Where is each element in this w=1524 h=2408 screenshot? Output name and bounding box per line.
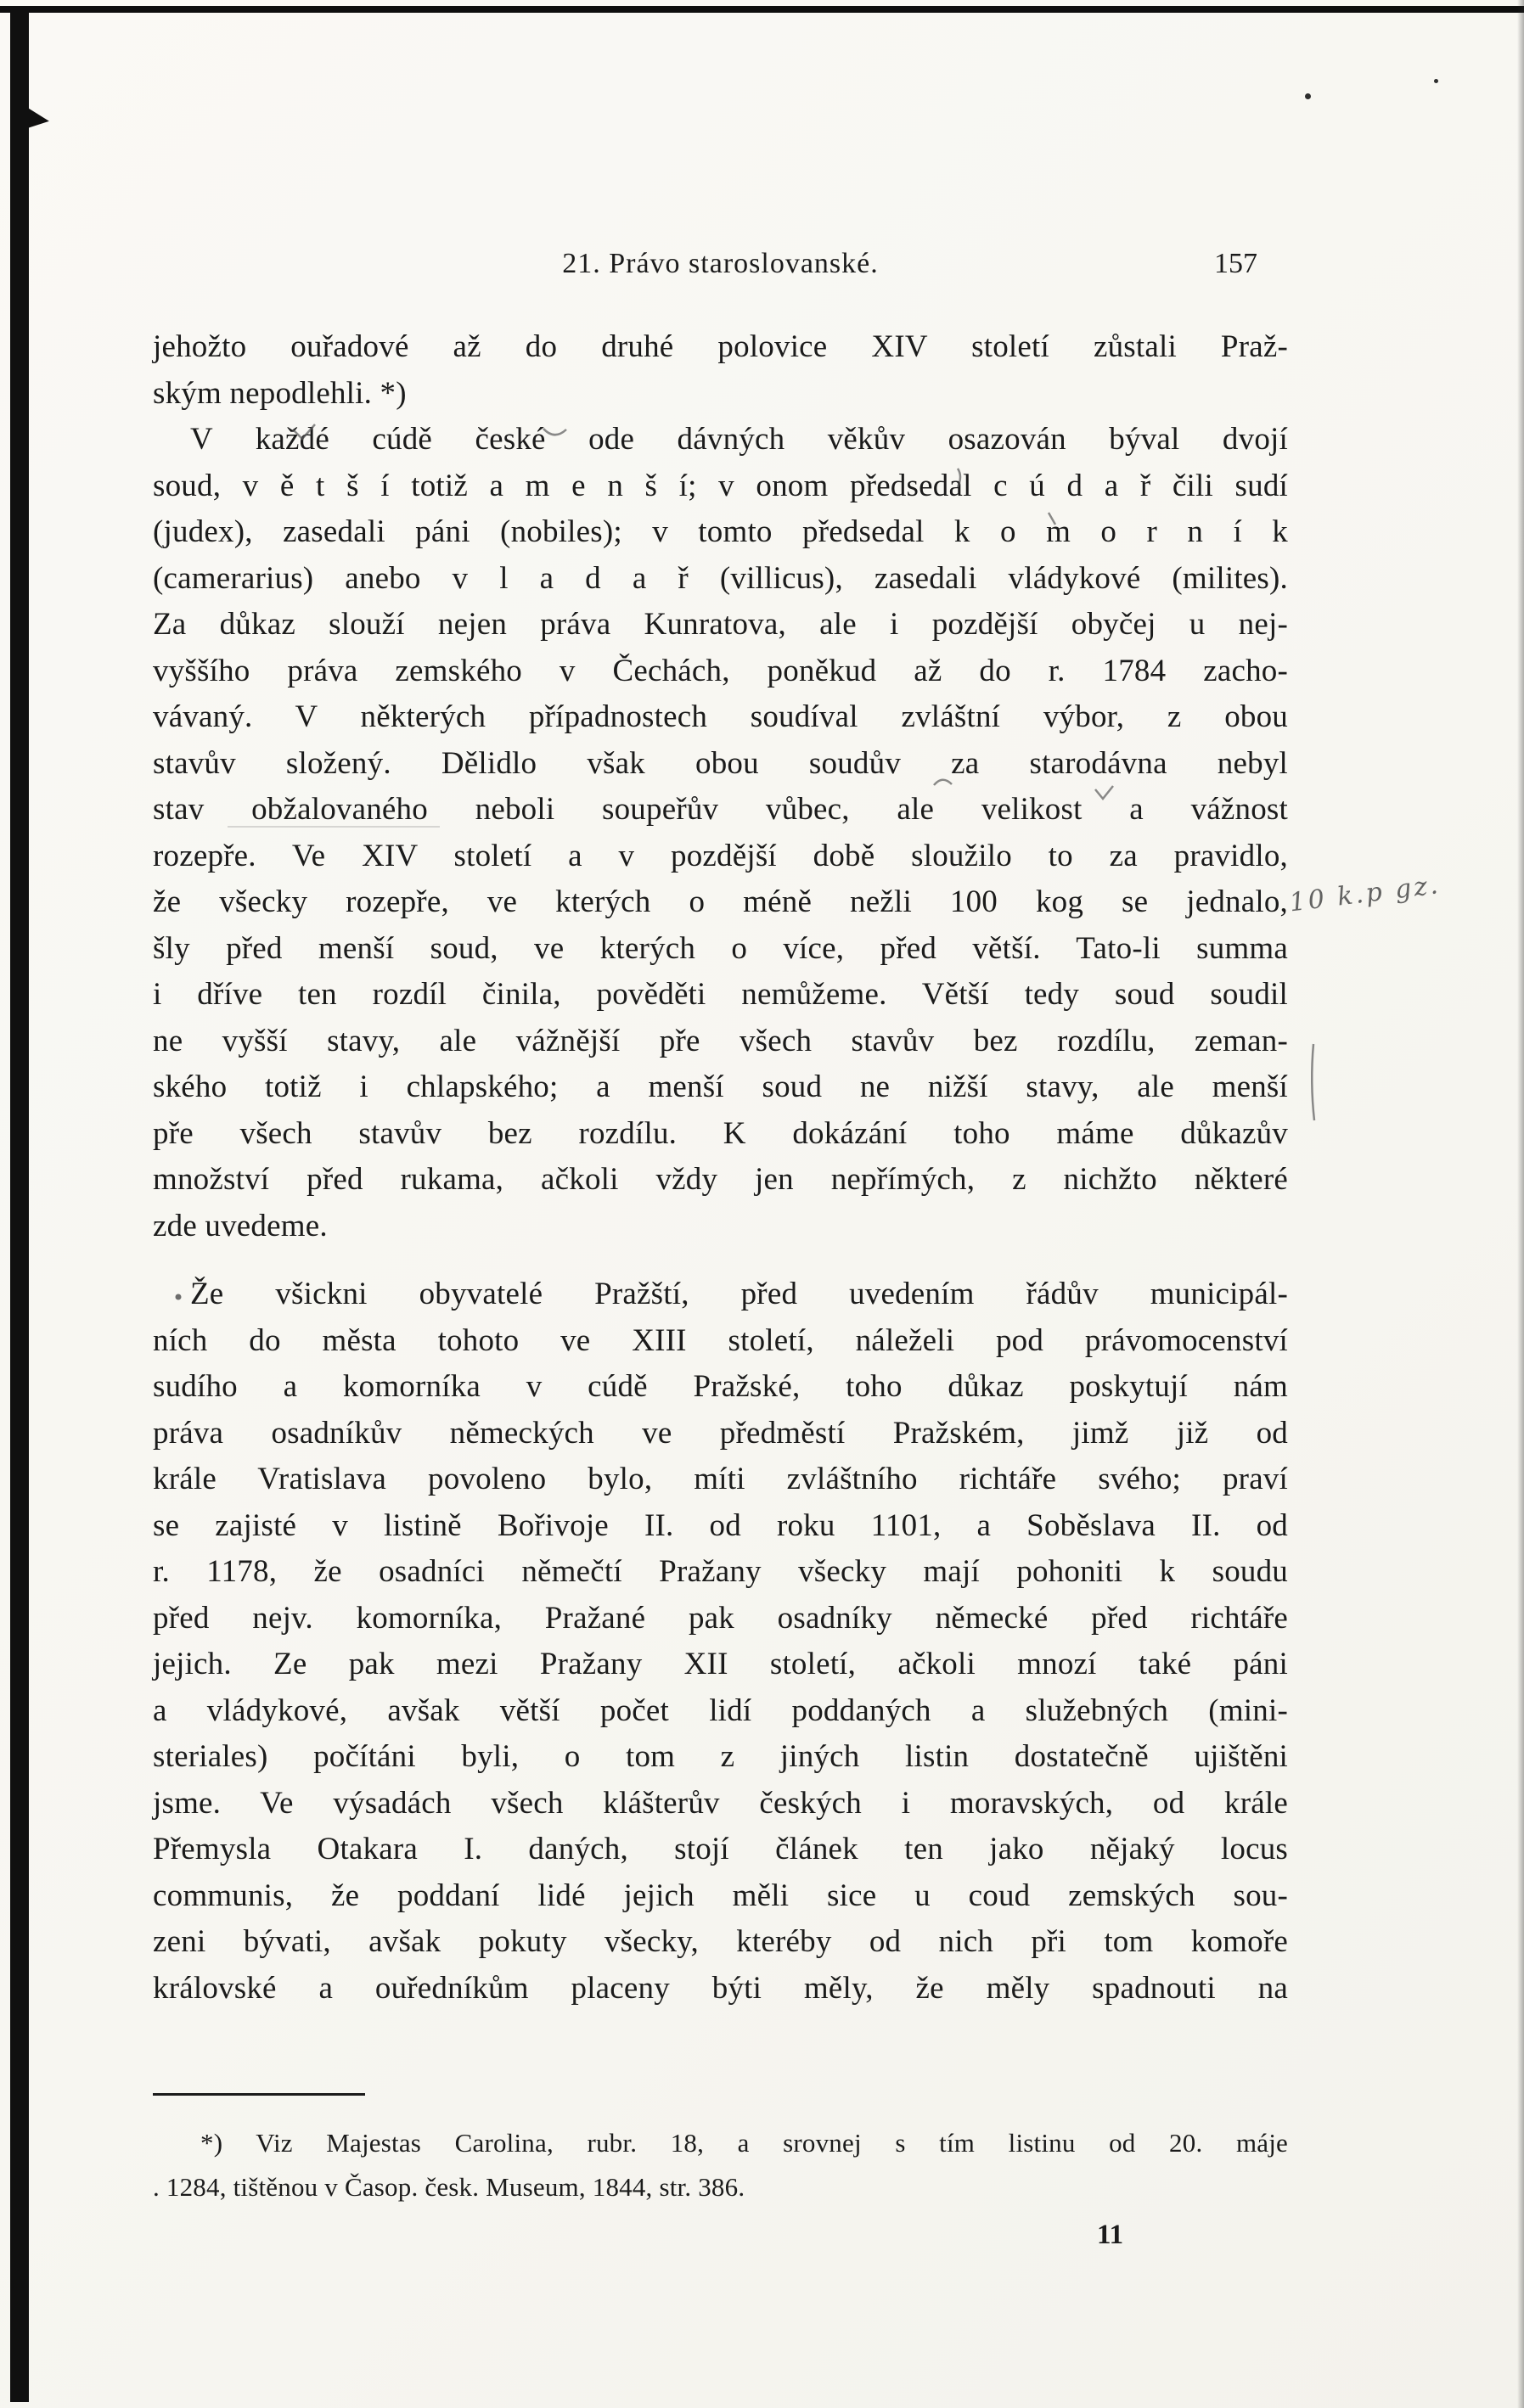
text-line: jsme. Ve výsadách všech klášterův českých i moravských, od krále xyxy=(153,1785,1288,1821)
text-line: . 1284, tištěnou v Časop. česk. Museum, 1844, str. 386. xyxy=(153,2172,745,2202)
pencil-margin-stroke xyxy=(1312,1044,1314,1120)
text-line: práva osadníkův německých ve předměstí Pražském, jimž již od xyxy=(153,1415,1288,1451)
text-line: Že všickni obyvatelé Pražští, před uvedením řádův municipál- xyxy=(190,1277,1288,1311)
paragraph xyxy=(153,417,1288,1249)
text-line: jejich. Ze pak mezi Pražany XII století, ačkoli mnozí také páni xyxy=(153,1647,1288,1681)
text-line: se zajisté v listině Bořivoje II. od roku 1101, a Soběslava II. od xyxy=(153,1507,1288,1543)
text-line: (camerarius) anebo v l a d a ř (villicus), zasedali vládykové (milites). xyxy=(153,560,1288,596)
page-number: 157 xyxy=(1214,248,1257,279)
text-line: ského totiž i chlapského; a menší soud ne nižší stavy, ale menší xyxy=(153,1069,1288,1104)
handwritten-margin-note: 10 k.p gz. xyxy=(1287,869,1442,918)
text-line: *) Viz Majestas Carolina, rubr. 18, a srovnej s tím listinu od 20. máje xyxy=(200,2128,1288,2158)
text-line: zeni bývati, avšak pokuty všecky, kteréby od nich při tom komoře xyxy=(153,1924,1288,1959)
scan-right-shadow xyxy=(1517,0,1524,2408)
text-line: vávaný. V některých případnostech soudíval zvláštní výbor, z obou xyxy=(153,699,1288,734)
text-line: pře všech stavův bez rozdílu. K dokázání toho máme důkazův xyxy=(153,1115,1288,1151)
text-line: Za důkaz slouží nejen práva Kunratova, ale i pozdější obyčej u nej- xyxy=(153,607,1288,642)
footnote-separator xyxy=(153,2093,365,2096)
text-line: šly před menší soud, ve kterých o více, před větší. Tato-li summa xyxy=(153,930,1288,966)
text-line: V každé cúdě české ode dávných věkův osazován býval dvojí xyxy=(190,422,1288,457)
scan-top-edge xyxy=(0,6,1524,13)
paragraph xyxy=(153,324,1288,417)
text-block xyxy=(153,248,1288,2251)
ink-dot xyxy=(1434,79,1438,83)
scan-left-edge xyxy=(10,10,29,2402)
footnote xyxy=(153,2121,1288,2209)
text-line: ních do města tohoto ve XIII století, náleželi pod právomocenství xyxy=(153,1322,1288,1358)
text-line: zde uvedeme. xyxy=(153,1208,328,1243)
text-line: stav obžalovaného neboli soupeřův vůbec, ale velikost a vážnost xyxy=(153,792,1288,827)
running-header xyxy=(153,248,1288,290)
text-line: rozepře. Ve XIV století a v pozdější době sloužilo to za pravidlo, xyxy=(153,838,1288,873)
text-line: jehožto ouřadové až do druhé polovice XIV století zůstali Praž- xyxy=(153,329,1288,364)
text-line: a vládykové, avšak větší počet lidí poddaných a služebných (mini- xyxy=(153,1692,1288,1728)
scan-left-blot xyxy=(25,107,51,132)
text-line: stavův složený. Dělidlo však obou soudův za starodávna nebyl xyxy=(153,745,1288,781)
text-line: sudího a komorníka v cúdě Pražské, toho důkaz poskytují nám xyxy=(153,1369,1288,1404)
text-line: r. 1178, že osadníci němečtí Pražany všecky mají pohoniti k soudu xyxy=(153,1554,1288,1589)
text-line: i dříve ten rozdíl činila, pověděti nemůžeme. Větší tedy soud soudil xyxy=(153,977,1288,1012)
text-line: krále Vratislava povoleno bylo, míti zvláštního richtáře svého; praví xyxy=(153,1462,1288,1496)
paragraph xyxy=(153,1271,1288,2012)
text-line: ne vyšší stavy, ale vážnější pře všech stavův bez rozdílu, zeman- xyxy=(153,1023,1288,1058)
text-line: před nejv. komorníka, Pražané pak osadníky německé před richtáře xyxy=(153,1600,1288,1636)
ink-dot xyxy=(1305,93,1311,99)
signature-number: 11 xyxy=(1097,2220,1124,2250)
text-line: soud, v ě t š í totiž a m e n š í; v onom předsedal c ú d a ř čili sudí xyxy=(153,468,1288,503)
text-line: množství před rukama, ačkoli vždy jen nepřímých, z nichžto některé xyxy=(153,1162,1288,1197)
text-line: vyššího práva zemského v Čechách, poněkud až do r. 1784 zacho- xyxy=(153,653,1288,688)
text-line: ským nepodlehli. *) xyxy=(153,375,407,411)
chapter-title: 21. Právo staroslovanské. xyxy=(562,248,879,279)
text-line: (judex), zasedali páni (nobiles); v tomto předsedal k o m o r n í k xyxy=(153,514,1288,549)
text-line: Přemysla Otakara I. daných, stojí článek ten jako nějaký locus xyxy=(153,1832,1288,1866)
text-line: že všecky rozepře, ve kterých o méně nežli 100 kog se jednalo, xyxy=(153,884,1288,919)
text-line: královské a ouředníkům placeny býti měly, že měly spadnouti na xyxy=(153,1970,1288,2006)
text-line: steriales) počítáni byli, o tom z jiných listin dostatečně ujištěni xyxy=(153,1739,1288,1774)
text-line: communis, že poddaní lidé jejich měli sice u coud zemských sou- xyxy=(153,1878,1288,1913)
